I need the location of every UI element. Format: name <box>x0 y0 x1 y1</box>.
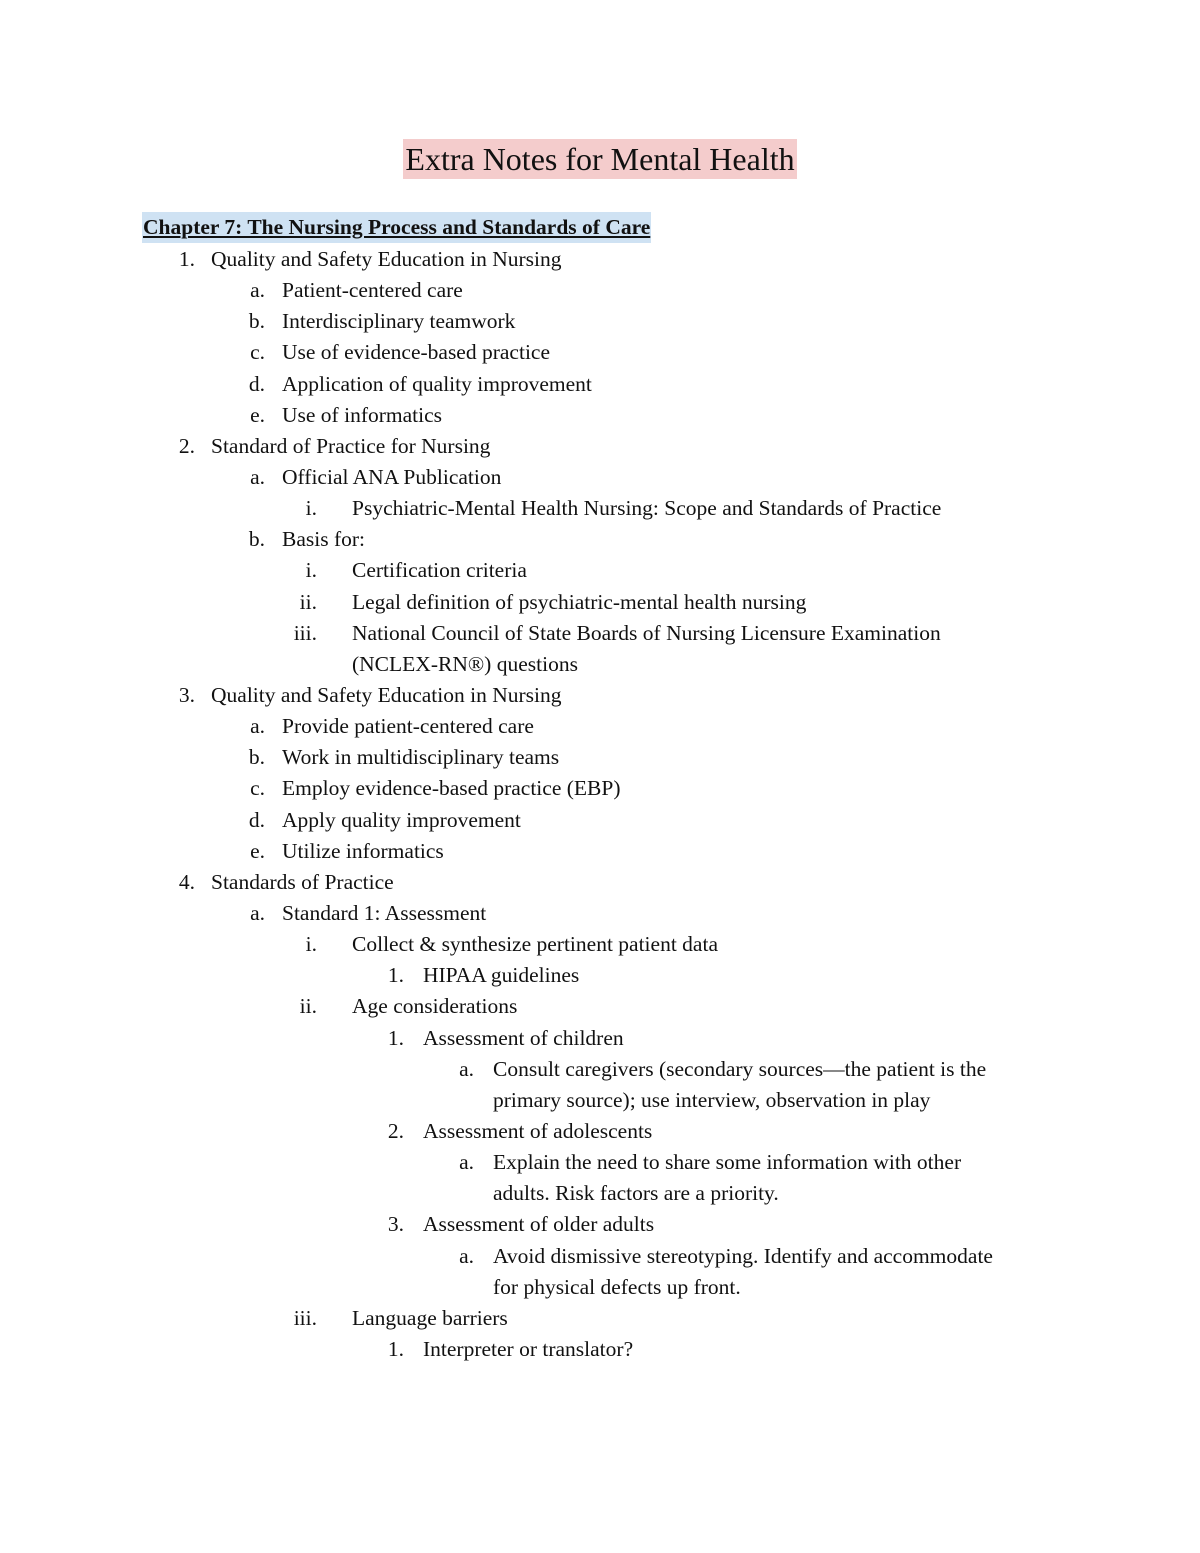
list-item-text: (NCLEX-RN®) questions <box>352 651 578 676</box>
list-item <box>0 431 1200 462</box>
list-item <box>0 680 1200 711</box>
list-item-text: Employ evidence-based practice (EBP) <box>282 776 621 801</box>
list-item-text: adults. Risk factors are a priority. <box>493 1181 779 1206</box>
list-marker: 2. <box>387 1118 404 1143</box>
list-marker: a. <box>250 278 265 303</box>
list-item-text: Psychiatric-Mental Health Nursing: Scope and Standards of Practice <box>352 496 942 521</box>
list-marker: 1. <box>178 247 195 271</box>
list-marker: a. <box>250 464 265 489</box>
list-item-text: Quality and Safety Education in Nursing <box>211 682 562 707</box>
list-item <box>0 742 1200 773</box>
list-item <box>0 618 1200 649</box>
list-item <box>0 369 1200 400</box>
list-item-text: Basis for: <box>282 527 366 552</box>
list-marker: a. <box>250 714 265 739</box>
list-item-text: Interdisciplinary teamwork <box>282 309 516 334</box>
list-item-continuation <box>0 649 1200 680</box>
chapter-heading: Chapter 7: The Nursing Process and Standards of Care <box>142 212 651 243</box>
list-item <box>0 773 1200 804</box>
list-item-text: Assessment of children <box>423 1025 624 1050</box>
list-item-text: primary source); use interview, observation in play <box>493 1087 931 1112</box>
list-item-text: for physical defects up front. <box>493 1274 741 1299</box>
list-item <box>0 493 1200 524</box>
list-item-text: Quality and Safety Education in Nursing <box>211 247 562 271</box>
list-marker: d. <box>248 807 265 832</box>
list-item <box>0 1241 1200 1272</box>
list-marker: 1. <box>387 963 404 988</box>
list-item-text: Standard of Practice for Nursing <box>211 433 491 458</box>
list-marker: b. <box>248 745 265 770</box>
list-item <box>0 1023 1200 1054</box>
list-item <box>0 991 1200 1022</box>
list-item <box>0 275 1200 306</box>
list-marker: a. <box>459 1150 474 1175</box>
list-item-text: Official ANA Publication <box>282 464 502 489</box>
list-item <box>0 1054 1200 1085</box>
list-item <box>0 898 1200 929</box>
list-item-text: Interpreter or translator? <box>423 1336 634 1361</box>
list-marker: b. <box>248 527 265 552</box>
list-marker: iii. <box>293 620 317 645</box>
list-item <box>0 306 1200 337</box>
list-item-continuation <box>0 1272 1200 1303</box>
list-item-text: Certification criteria <box>352 558 527 583</box>
list-item-text: Use of evidence-based practice <box>282 340 551 365</box>
list-marker: i. <box>305 496 317 521</box>
list-item <box>0 1116 1200 1147</box>
list-item <box>0 929 1200 960</box>
list-item-text: Legal definition of psychiatric-mental health nursing <box>352 589 807 614</box>
list-item <box>0 711 1200 742</box>
list-item <box>0 805 1200 836</box>
list-item-text: Assessment of older adults <box>423 1212 655 1237</box>
title-row <box>0 139 1200 179</box>
list-item-text: Provide patient-centered care <box>282 714 534 739</box>
list-item-text: Standards of Practice <box>211 869 394 894</box>
list-marker: e. <box>250 838 265 863</box>
list-marker: 2. <box>178 433 195 458</box>
list-item-text: Patient-centered care <box>282 278 463 303</box>
list-item-text: Avoid dismissive stereotyping. Identify and accommodate <box>493 1243 993 1268</box>
list-item-text: Use of informatics <box>282 402 443 427</box>
outline-list <box>0 244 1200 1365</box>
list-marker: e. <box>250 402 265 427</box>
list-item-text: Apply quality improvement <box>282 807 521 832</box>
list-marker: b. <box>248 309 265 334</box>
list-item <box>0 836 1200 867</box>
list-marker: 1. <box>387 1336 404 1361</box>
list-marker: i. <box>305 558 317 583</box>
list-item-text: HIPAA guidelines <box>423 963 580 988</box>
list-marker: a. <box>459 1243 474 1268</box>
list-item <box>0 244 1200 275</box>
list-item <box>0 337 1200 368</box>
list-item <box>0 1303 1200 1334</box>
list-item <box>0 867 1200 898</box>
list-marker: 1. <box>387 1025 404 1050</box>
list-item <box>0 524 1200 555</box>
list-item-text: Work in multidisciplinary teams <box>282 745 560 770</box>
list-item <box>0 587 1200 618</box>
list-item-continuation <box>0 1178 1200 1209</box>
list-item <box>0 555 1200 586</box>
list-marker: d. <box>248 371 265 396</box>
list-item <box>0 462 1200 493</box>
list-marker: 3. <box>178 682 195 707</box>
list-item-text: Utilize informatics <box>282 838 444 863</box>
list-item-text: Application of quality improvement <box>282 371 592 396</box>
list-item <box>0 1209 1200 1240</box>
list-item <box>0 1334 1200 1365</box>
list-item-text: Collect & synthesize pertinent patient data <box>352 932 718 957</box>
list-item-text: Consult caregivers (secondary sources—the patient is the <box>493 1056 987 1081</box>
list-item-text: Assessment of adolescents <box>423 1118 653 1143</box>
list-marker: a. <box>250 900 265 925</box>
list-item-text: Age considerations <box>352 994 518 1019</box>
list-marker: ii. <box>299 994 317 1019</box>
document-title: Extra Notes for Mental Health <box>405 141 795 177</box>
list-item-text: Language barriers <box>352 1305 508 1330</box>
list-marker: ii. <box>299 589 317 614</box>
list-marker: c. <box>250 776 265 801</box>
list-marker: a. <box>459 1056 474 1081</box>
list-marker: c. <box>250 340 265 365</box>
list-item-text: National Council of State Boards of Nursing Licensure Examination <box>352 620 941 645</box>
list-item <box>0 400 1200 431</box>
list-item-continuation <box>0 1085 1200 1116</box>
list-marker: i. <box>305 932 317 957</box>
list-item <box>0 960 1200 991</box>
list-item-text: Standard 1: Assessment <box>282 900 487 925</box>
list-marker: 3. <box>387 1212 404 1237</box>
list-marker: 4. <box>178 869 195 894</box>
list-item <box>0 1147 1200 1178</box>
list-item-text: Explain the need to share some information with other <box>493 1150 962 1175</box>
list-marker: iii. <box>293 1305 317 1330</box>
